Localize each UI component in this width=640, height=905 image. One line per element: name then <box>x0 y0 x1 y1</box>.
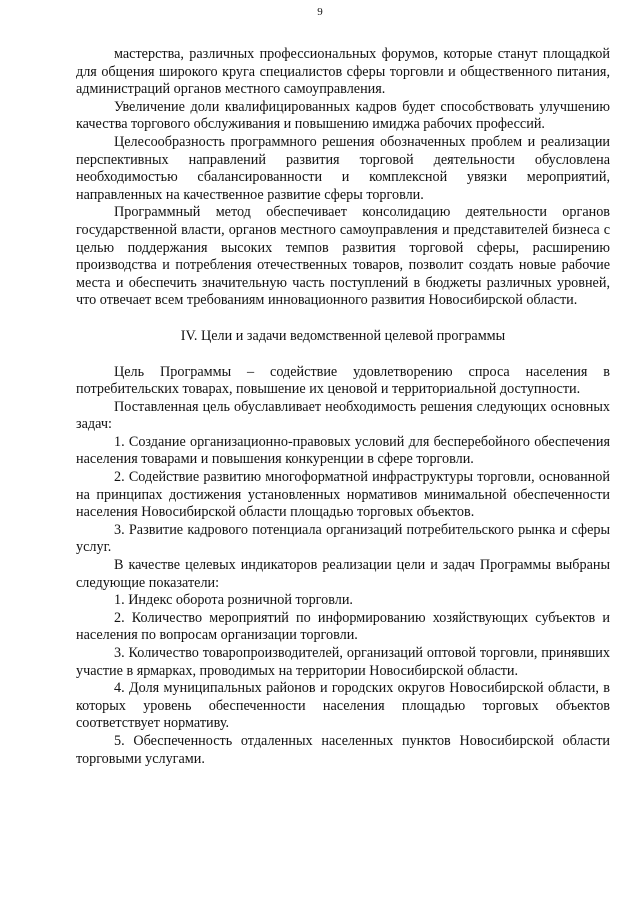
indicator-item: 2. Количество мероприятий по информированию хозяйствующих субъектов и населения по вопросам организации торговли. <box>76 609 610 644</box>
task-item: 3. Развитие кадрового потенциала организаций потребительского рынка и сферы услуг. <box>76 521 610 556</box>
paragraph: Поставленная цель обуславливает необходимость решения следующих основных задач: <box>76 398 610 433</box>
paragraph: мастерства, различных профессиональных форумов, которые станут площадкой для общения широкого круга специалистов сферы торговли и общественного питания, администраций органов местного самоуправления. <box>76 46 610 98</box>
document-body <box>76 46 610 768</box>
indicator-item: 3. Количество товаропроизводителей, организаций оптовой торговли, принявших участие в ярмарках, проводимых на территории Новосибирской области. <box>76 645 610 679</box>
task-item: 2. Содействие развитию многоформатной инфраструктуры торговли, основанной на принципах достижения установленных нормативов минимальной обеспеченности населения Новосибирской области площадью торговых объектов. <box>76 469 610 521</box>
indicator-item: 4. Доля муниципальных районов и городских округов Новосибирской области, в которых уровень обеспеченности населения площадью торговых объектов соответствует нормативу. <box>76 680 610 732</box>
section-heading: IV. Цели и задачи ведомственной целевой программы <box>180 327 506 344</box>
task-item: 1. Создание организационно-правовых условий для бесперебойного обеспечения населения товарами и повышения конкуренции в сфере торговли. <box>76 433 610 468</box>
paragraph: Увеличение доли квалифицированных кадров будет способствовать улучшению качества торгового обслуживания и повышению имиджа рабочих профессий. <box>76 98 610 133</box>
indicator-item: 5. Обеспеченность отдаленных населенных пунктов Новосибирской области торговыми услугами. <box>76 732 610 767</box>
paragraph: Программный метод обеспечивает консолидацию деятельности органов государственной власти, органов местного самоуправления и представителей бизнеса с целью поддержания высоких темпов развития торговой сферы, расширению производства и потребления отечественных товаров, позволит создать новые рабочие места и обеспечить значительную часть поступлений в бюджеты различных уровней, что отвечает всем требованиям инновационного развития Новосибирской области. <box>76 204 610 309</box>
page-number: 9 <box>317 6 323 18</box>
paragraph: Цель Программы – содействие удовлетворению спроса населения в потребительских товарах, повышение их ценовой и территориальной доступности. <box>76 363 610 398</box>
paragraph: Целесообразность программного решения обозначенных проблем и реализации перспективных направлений развития торговой деятельности обусловлена необходимостью сбалансированности и комплексной увязки мероприятий, направленных на качественное развитие сферы торговли. <box>76 133 610 203</box>
paragraph: В качестве целевых индикаторов реализации цели и задач Программы выбраны следующие показатели: <box>76 557 610 591</box>
indicator-item: 1. Индекс оборота розничной торговли. <box>114 592 353 609</box>
